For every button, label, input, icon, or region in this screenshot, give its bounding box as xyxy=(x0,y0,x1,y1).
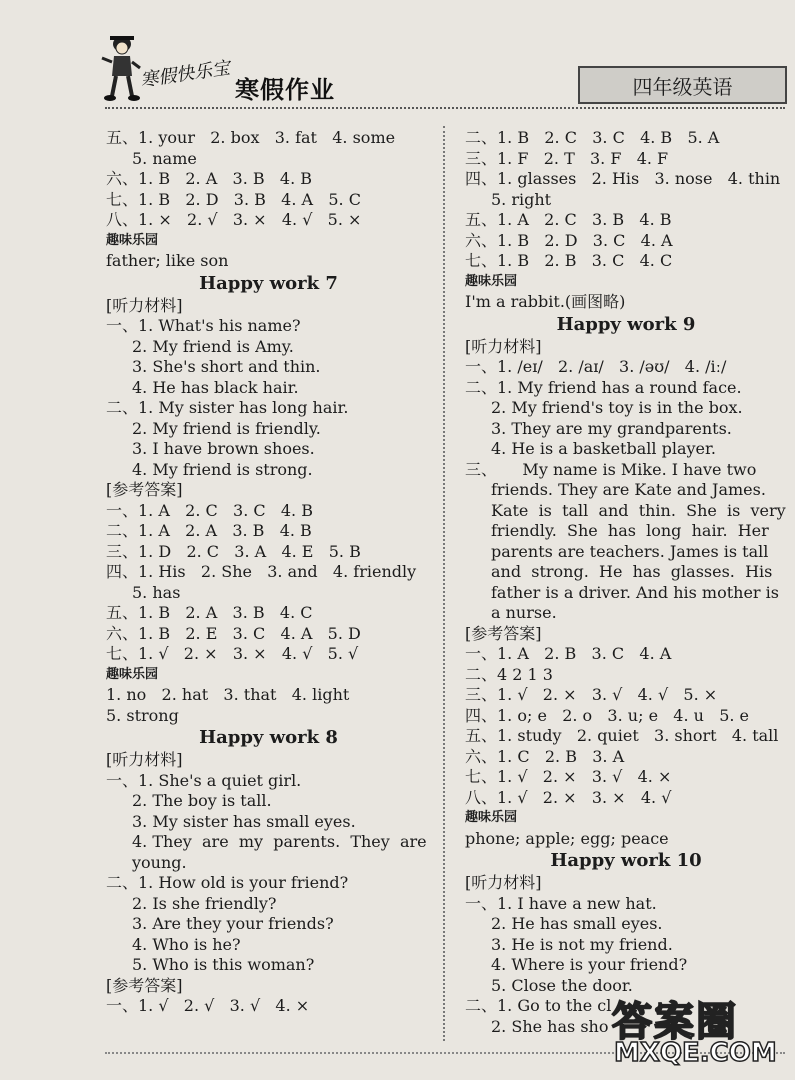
answer-line: 二、4 2 1 3 xyxy=(465,664,553,684)
answer-line: 三、1. F 2. T 3. F 4. F xyxy=(465,148,669,168)
section-title: Happy work 8 xyxy=(199,727,338,748)
answer-line: 5. strong xyxy=(106,705,179,725)
answer-line: 一、1. She's a quiet girl. xyxy=(106,770,302,790)
watermark-url-text: MXQE.COM xyxy=(614,1038,777,1068)
answer-line: 三、1. D 2. C 3. A 4. E 5. B xyxy=(106,541,361,561)
page-header xyxy=(0,0,795,110)
answer-line: 六、1. B 2. E 3. C 4. A 5. D xyxy=(106,623,361,643)
section-title: Happy work 10 xyxy=(550,850,702,871)
answer-line: 五、1. B 2. A 3. B 4. C xyxy=(106,603,313,622)
answer-line: 3. My sister has small eyes. xyxy=(132,811,356,831)
answer-line: [参考答案] xyxy=(106,480,183,499)
fun-zone-label: 趣味乐园 xyxy=(465,810,518,825)
answer-line: 5. Who is this woman? xyxy=(132,955,315,974)
answer-line: friendly. She has long hair. Her xyxy=(491,521,769,540)
right-answer-column xyxy=(465,128,787,1037)
answer-line: 七、1. √ 2. × 3. √ 4. × xyxy=(465,767,672,786)
answer-line: and strong. He has glasses. His xyxy=(491,562,773,581)
answer-line: 4. My friend is strong. xyxy=(132,459,313,479)
answer-line: 六、1. B 2. D 3. C 4. A xyxy=(465,230,673,250)
answer-line: 二、1. B 2. C 3. C 4. B 5. A xyxy=(465,128,720,147)
answer-line: 一、1. What's his name? xyxy=(106,316,301,335)
answer-line: 五、1. study 2. quiet 3. short 4. tall xyxy=(465,726,779,745)
answer-line: [参考答案] xyxy=(106,975,183,995)
answer-line: 4. They are my parents. They are xyxy=(132,832,427,851)
answer-line: 五、1. your 2. box 3. fat 4. some xyxy=(106,128,396,147)
answer-line: 5. name xyxy=(132,148,197,168)
answer-line: 2. My friend is friendly. xyxy=(132,418,321,438)
answer-line: father is a driver. And his mother is xyxy=(491,582,779,602)
answer-line: 2. My friend's toy is in the box. xyxy=(491,398,743,417)
answer-line: 三、1. √ 2. × 3. √ 4. √ 5. × xyxy=(465,685,718,704)
answer-line: 一、1. I have a new hat. xyxy=(465,893,657,913)
answer-line: 5. has xyxy=(132,582,181,602)
answer-line: 六、1. C 2. B 3. A xyxy=(465,746,625,766)
mascot-logo-icon xyxy=(100,32,142,102)
answer-line: 四、1. His 2. She 3. and 4. friendly xyxy=(106,562,417,581)
grade-subject-badge: 四年级英语 xyxy=(578,66,787,104)
answer-line: 七、1. √ 2. × 3. × 4. √ 5. √ xyxy=(106,644,359,663)
answer-line: 一、1. /eɪ/ 2. /aɪ/ 3. /əʊ/ 4. /iː/ xyxy=(465,357,727,376)
answer-line: parents are teachers. James is tall xyxy=(491,541,769,561)
answer-line: 4. Where is your friend? xyxy=(491,955,688,974)
answer-line: 5. Close the door. xyxy=(491,975,633,995)
answer-line: a nurse. xyxy=(491,603,557,622)
answer-line: 八、1. × 2. √ 3. × 4. √ 5. × xyxy=(106,210,362,229)
answer-line: [听力材料] xyxy=(465,873,542,892)
answer-line: 3. Are they your friends? xyxy=(132,914,334,933)
answer-line: phone; apple; egg; peace xyxy=(465,828,669,848)
answer-line: 2. My friend is Amy. xyxy=(132,336,294,356)
answer-line: 七、1. B 2. D 3. B 4. A 5. C xyxy=(106,189,361,209)
answer-line: 一、1. √ 2. √ 3. √ 4. × xyxy=(106,996,310,1015)
answer-line: 四、1. o; e 2. o 3. u; e 4. u 5. e xyxy=(465,705,750,725)
answer-line: young. xyxy=(132,852,187,872)
fun-zone-label: 趣味乐园 xyxy=(106,232,159,248)
answer-line: 3. I have brown shoes. xyxy=(132,439,315,458)
answer-line: [听力材料] xyxy=(106,750,183,769)
answer-line: 3. They are my grandparents. xyxy=(491,418,732,438)
answer-line: 4. He is a basketball player. xyxy=(491,439,716,458)
watermark-logo xyxy=(612,990,792,1075)
answer-line: [参考答案] xyxy=(465,623,542,643)
answer-line: 2. The boy is tall. xyxy=(132,791,272,810)
header-divider xyxy=(105,107,785,109)
fun-zone-label: 趣味乐园 xyxy=(106,666,159,682)
logo-script-text: 寒假快乐宝 xyxy=(139,57,232,92)
answer-line: 2. Is she friendly? xyxy=(132,893,277,913)
answer-line: 二、1. My friend has a round face. xyxy=(465,377,742,397)
section-title: Happy work 7 xyxy=(199,272,338,294)
answer-line: 5. right xyxy=(491,189,552,209)
logo-title: 寒假作业 xyxy=(235,76,335,104)
answer-line: 2. He has small eyes. xyxy=(491,914,663,933)
answer-line: father; like son xyxy=(106,251,229,270)
answer-line: 五、1. A 2. C 3. B 4. B xyxy=(465,210,672,229)
answer-line: Kate is tall and thin. She is very xyxy=(491,500,786,520)
answer-line: 2. She has sho xyxy=(491,1016,609,1036)
section-title: Happy work 9 xyxy=(556,313,696,335)
answer-line: 六、1. B 2. A 3. B 4. B xyxy=(106,169,313,188)
answer-line: 七、1. B 2. B 3. C 4. C xyxy=(465,251,673,270)
answer-line: [听力材料] xyxy=(465,336,542,356)
answer-line: 二、1. Go to the cl xyxy=(465,996,612,1015)
answer-line: 1. no 2. hat 3. that 4. light xyxy=(106,685,350,704)
watermark-top-text: 答案圈 xyxy=(612,999,738,1045)
fun-zone-label: 趣味乐园 xyxy=(465,273,518,289)
answer-line: friends. They are Kate and James. xyxy=(491,480,766,499)
answer-line: 4. He has black hair. xyxy=(132,377,299,397)
answer-line: 3. She's short and thin. xyxy=(132,357,321,376)
answer-line: 3. He is not my friend. xyxy=(491,934,673,954)
answer-line: [听力材料] xyxy=(106,295,183,315)
column-divider xyxy=(443,126,445,1041)
answer-line: 一、1. A 2. B 3. C 4. A xyxy=(465,644,672,663)
answer-line: 三、 My name is Mike. I have two xyxy=(465,459,757,479)
answer-line: I'm a rabbit.(画图略) xyxy=(465,292,626,311)
answer-line: 四、1. glasses 2. His 3. nose 4. thin xyxy=(465,169,781,188)
answer-line: 一、1. A 2. C 3. C 4. B xyxy=(106,500,313,520)
left-answer-column xyxy=(106,128,431,1017)
answer-line: 二、1. A 2. A 3. B 4. B xyxy=(106,521,312,540)
answer-line: 八、1. √ 2. × 3. × 4. √ xyxy=(465,787,672,807)
answer-line: 二、1. How old is your friend? xyxy=(106,873,349,892)
answer-line: 二、1. My sister has long hair. xyxy=(106,398,349,417)
answer-line: 4. Who is he? xyxy=(132,934,241,954)
